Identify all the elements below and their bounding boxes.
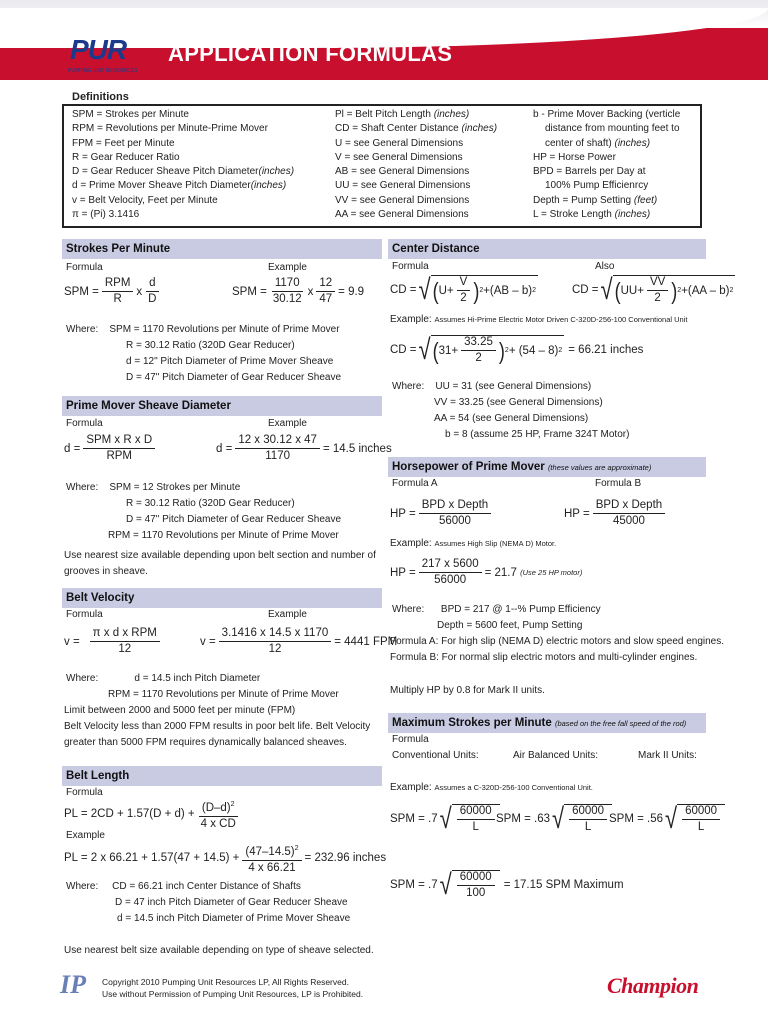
bl-formula-label: Formula <box>66 787 103 798</box>
def-l: L = Stroke Length (inches) <box>533 209 651 221</box>
mspm-example: SPM = .7 √ $\frac{60000}{100}$ = 17.15 SPM Maximum <box>390 868 624 901</box>
hp-mark-note: Multiply HP by 0.8 for Mark II units. <box>390 685 545 696</box>
def-aa: AA = see General Dimensions <box>335 209 469 221</box>
spm-formula: SPM = $\frac{\text{RPM}}{R}$ x $\frac{d}{D}$ <box>64 277 162 306</box>
def-D: D = Gear Reducer Sheave Pitch Diameter(inches) <box>72 166 295 178</box>
ip-logo: IP <box>60 970 86 999</box>
cd-where: Where: UU = 31 (see General Dimensions) VV = 33.25 (see General Dimensions) AA = 54 (see General Dimensions) b = 8 (assume 25 HP, Frame 324T Motor) <box>392 381 630 440</box>
cd-formula-label: Formula <box>392 261 429 272</box>
pmsd-where: Where: SPM = 12 Strokes per Minute R = 30.12 Ratio (320D Gear Reducer) D = 47" Pitch Diameter of Gear Reducer Sheave RPM = 1170 Revolutions per Minute of Prime Mover <box>66 482 342 541</box>
def-bpd-2: 100% Pump Efficienrcy <box>545 180 649 192</box>
pur-logo: PUR <box>70 34 127 65</box>
cd-also-formula: CD = √ ( UU+ $\frac{VV}{2}$ ) 2 +(AA – b) 2 <box>572 273 734 306</box>
section-max-strokes: Maximum Strokes per Minute (based on the free fall speed of the rod) <box>388 713 706 733</box>
section-prime-mover-sheave-diameter: Prime Mover Sheave Diameter <box>62 396 382 416</box>
pur-logo-subtitle: PUMPING UNIT RESOURCES <box>68 68 138 74</box>
mspm-conventional-formula: SPM = .7 √ $\frac{60000}{L}$ <box>390 804 500 834</box>
hp-formula-a: HP = $\frac{\text{BPD x Depth}}{56000}$ <box>390 499 494 528</box>
definitions-col-2 <box>335 108 497 222</box>
spm-example: SPM = $\frac{1170}{30.12}$ x $\frac{12}{47}$ = 9.9 <box>232 277 365 305</box>
def-pl: Pl = Belt Pitch Length (inches) <box>335 109 470 120</box>
mspm-conventional-label: Conventional Units: <box>392 750 479 761</box>
bl-note: Use nearest belt size available depending on type of sheave selected. <box>64 945 374 956</box>
pmsd-formula-label: Formula <box>66 418 103 429</box>
mspm-mark2-label: Mark II Units: <box>638 750 697 761</box>
def-vv: VV = see General Dimensions <box>335 194 470 206</box>
def-rpm: RPM = Revolutions per Minute-Prime Mover <box>72 123 268 135</box>
def-spm: SPM = Strokes per Minute <box>72 109 189 120</box>
def-uu: UU = see General Dimensions <box>335 180 471 192</box>
bl-formula: PL = 2CD + 1.57(D + d) + $\frac{(D-d)^2}{\text{4 x CD}}$ <box>64 798 242 831</box>
hp-formula-b-label: Formula B <box>595 478 642 489</box>
champion-logo: Champion <box>607 973 699 998</box>
pmsd-example-label: Example <box>268 418 307 429</box>
section-strokes-per-minute: Strokes Per Minute <box>62 239 382 259</box>
bl-example-label: Example <box>66 830 105 841</box>
bv-where: Where: d = 14.5 inch Pitch Diameter RPM = 1170 Revolutions per Minute of Prime Mover <box>66 673 339 700</box>
def-u: U = see General Dimensions <box>335 137 464 149</box>
cd-example: CD = √ ( 31+ $\frac{33.25}{2}$ ) 2 + (54 – 8) 2 = 66.21 inches <box>390 333 644 366</box>
def-depth: Depth = Pump Setting (feet) <box>533 194 658 206</box>
def-hp: HP = Horse Power <box>533 151 616 163</box>
section-center-distance: Center Distance <box>388 239 706 259</box>
hp-notes: Formula A: For high slip (NEMA D) electric motors and slow speed engines. Formula B: For normal slip electric motors and multi-cylinder engines. <box>390 636 725 663</box>
mspm-formula-label: Formula <box>392 734 429 745</box>
bv-notes: Limit between 2000 and 5000 feet per minute (FPM) Belt Velocity less than 2000 FPM results in poor belt life. Belt Velocity greater than 5000 FPM requires dynamically balanced sheaves. <box>64 705 371 748</box>
hp-example-note: Example: Assumes High Slip (NEMA D) Motor. <box>390 538 557 549</box>
hp-example: HP = $\frac{217 x 5600}{56000}$ = 21.7 (Use 25 HP motor) <box>390 558 583 586</box>
pmsd-example: d = $\frac{12 x 30.12 x 47}{1170}$ = 14.5 inches <box>216 434 392 462</box>
bv-formula-label: Formula <box>66 609 103 620</box>
definitions-col-3 <box>533 108 680 222</box>
copyright: Copyright 2010 Pumping Unit Resources LP, All Rights Reserved. Use without Permission of Pumping Unit Resources, LP is Prohibited. <box>102 977 364 999</box>
hp-formula-a-label: Formula A <box>392 478 438 489</box>
spm-formula-label: Formula <box>66 262 103 273</box>
bv-example: v = $\frac{3.1416 x 14.5 x 1170}{12}$ = 4441 FPM <box>200 627 398 655</box>
def-v: v = Belt Velocity, Feet per Minute <box>72 194 218 206</box>
def-d: d = Prime Mover Sheave Pitch Diameter(inches) <box>72 180 287 192</box>
section-belt-length: Belt Length <box>62 766 382 786</box>
def-fpm: FPM = Feet per Minute <box>72 137 175 149</box>
bl-example: PL = 2 x 66.21 + 1.57(47 + 14.5) + $\frac{(47-14.5)^2}{4 x 66.21}$ = 232.96 inches <box>64 842 386 875</box>
def-ab: AB = see General Dimensions <box>335 166 470 178</box>
cd-formula: CD = √ ( U+ $\frac{V}{2}$ ) 2 +(AB – b) 2 <box>390 273 537 306</box>
cd-example-note: Example: Assumes Hi-Prime Electric Motor Driven C-320D-256-100 Conventional Unit <box>390 314 688 325</box>
mspm-air-balanced-formula: SPM = .63 √ $\frac{60000}{L}$ <box>496 804 612 834</box>
bv-formula: v = $\frac{\text{π x d x RPM}}{12}$ <box>64 627 163 656</box>
bv-example-label: Example <box>268 609 307 620</box>
mspm-example-note: Example: Assumes a C-320D-256-100 Conventional Unit. <box>390 782 593 793</box>
mspm-air-balanced-label: Air Balanced Units: <box>513 750 599 761</box>
pmsd-note: Use nearest size available depending upon belt section and number of grooves in sheave. <box>64 550 376 577</box>
section-belt-velocity: Belt Velocity <box>62 588 382 608</box>
def-pi: π = (Pi) 3.1416 <box>72 209 140 221</box>
section-horsepower: Horsepower of Prime Mover (these values are approximate) <box>388 457 706 477</box>
hp-formula-b: HP = $\frac{\text{BPD x Depth}}{45000}$ <box>564 499 668 528</box>
definitions-heading: Definitions <box>72 91 129 103</box>
def-b-3: center of shaft) (inches) <box>545 137 651 149</box>
hp-where: Where: BPD = 217 @ 1--% Pump Efficiency Depth = 5600 feet, Pump Setting <box>392 604 601 631</box>
cd-also-label: Also <box>595 261 615 272</box>
bl-where: Where: CD = 66.21 inch Center Distance of Shafts D = 47 inch Pitch Diameter of Gear Reducer Sheave d = 14.5 inch Pitch Diameter of Prime Mover Sheave <box>66 881 351 924</box>
definitions-col-1 <box>72 108 294 222</box>
def-b: b - Prime Mover Backing (verticle <box>533 109 681 120</box>
pmsd-formula: d = $\frac{\text{SPM x R x D}}{\text{RPM}}$ <box>64 434 158 463</box>
mspm-mark2-formula: SPM = .56 √ $\frac{60000}{L}$ <box>609 804 725 834</box>
page-title: APPLICATION FORMULAS <box>168 41 453 66</box>
spm-where: Where: SPM = 1170 Revolutions per Minute of Prime Mover R = 30.12 Ratio (320D Gear Reducer) d = 12" Pitch Diameter of Prime Mover Sheave D = 47" Pitch Diameter of Gear Reducer Sheave <box>66 324 342 383</box>
def-b-2: distance from mounting feet to <box>545 123 680 135</box>
def-bpd: BPD = Barrels per Day at <box>533 166 646 178</box>
def-cd: CD = Shaft Center Distance (inches) <box>335 123 498 135</box>
def-r: R = Gear Reducer Ratio <box>72 151 180 163</box>
def-v-dim: V = see General Dimensions <box>335 151 463 163</box>
spm-example-label: Example <box>268 262 307 273</box>
